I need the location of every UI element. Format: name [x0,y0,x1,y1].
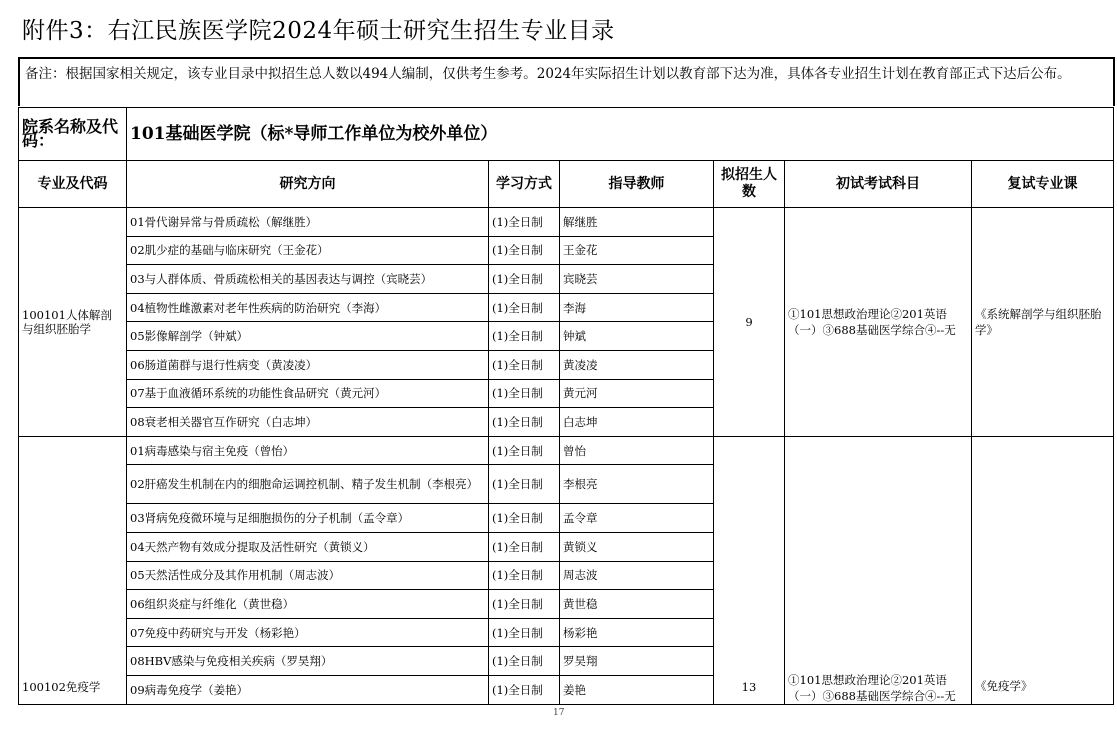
study-mode: (1)全日制 [489,322,560,351]
advisor-name: 李根亮 [560,465,714,504]
header-retest: 复试专业课 [972,161,1114,208]
major-name: 100102免疫学 [19,436,127,704]
study-mode: (1)全日制 [489,379,560,408]
page-title: 附件3：右江民族医学院2024年硕士研究生招生专业目录 [22,18,615,44]
study-mode: (1)全日制 [489,504,560,533]
research-direction: 03与人群体质、骨质疏松相关的基因表达与调控（宾晓芸） [127,265,489,294]
study-mode: (1)全日制 [489,561,560,590]
research-direction: 04植物性雌激素对老年性疾病的防治研究（李海） [127,293,489,322]
header-advisor: 指导教师 [560,161,714,208]
research-direction: 04天然产物有效成分提取及活性研究（黄锁义） [127,532,489,561]
advisor-name: 孟令章 [560,504,714,533]
research-direction: 02肌少症的基础与临床研究（王金花） [127,236,489,265]
study-mode: (1)全日制 [489,236,560,265]
advisor-name: 李海 [560,293,714,322]
department-label: 院系名称及代码： [19,108,127,161]
table-row [19,436,1114,465]
research-direction: 07免疫中药研究与开发（杨彩艳） [127,618,489,647]
program-catalog-table [18,107,1114,705]
study-mode: (1)全日制 [489,590,560,619]
advisor-name: 王金花 [560,236,714,265]
research-direction: 05影像解剖学（钟斌） [127,322,489,351]
research-direction: 07基于血液循环系统的功能性食品研究（黄元河） [127,379,489,408]
research-direction: 08衰老相关器官互作研究（白志坤） [127,408,489,437]
table-row [19,208,1114,237]
quota-value: 9 [714,208,785,437]
quota-value: 13 [714,436,785,704]
research-direction: 09病毒免疫学（姜艳） [127,675,489,704]
study-mode: (1)全日制 [489,293,560,322]
study-mode: (1)全日制 [489,618,560,647]
advisor-name: 曾怡 [560,436,714,465]
research-direction: 01病毒感染与宿主免疫（曾怡） [127,436,489,465]
study-mode: (1)全日制 [489,647,560,676]
advisor-name: 宾晓芸 [560,265,714,294]
study-mode: (1)全日制 [489,436,560,465]
header-quota: 拟招生人数 [714,161,785,208]
study-mode: (1)全日制 [489,675,560,704]
header-major: 专业及代码 [19,161,127,208]
research-direction: 06组织炎症与纤维化（黄世稳） [127,590,489,619]
research-direction: 02肝癌发生机制在内的细胞命运调控机制、精子发生机制（李根亮） [127,465,489,504]
advisor-name: 黄锁义 [560,532,714,561]
study-mode: (1)全日制 [489,350,560,379]
header-mode: 学习方式 [489,161,560,208]
advisor-name: 钟斌 [560,322,714,351]
research-direction: 08HBV感染与免疫相关疾病（罗昊翔） [127,647,489,676]
study-mode: (1)全日制 [489,265,560,294]
advisor-name: 罗昊翔 [560,647,714,676]
advisor-name: 黄凌凌 [560,350,714,379]
advisor-name: 杨彩艳 [560,618,714,647]
exam-subjects: ①101思想政治理论②201英语（一）③688基础医学综合④--无 [785,436,972,704]
retest-course: 《免疫学》 [972,436,1114,704]
header-exam: 初试考试科目 [785,161,972,208]
research-direction: 01骨代谢异常与骨质疏松（解继胜） [127,208,489,237]
department-name: 101基础医学院（标*导师工作单位为校外单位） [127,108,1114,161]
research-direction: 03肾病免疫微环境与足细胞损伤的分子机制（孟令章） [127,504,489,533]
research-direction: 05天然活性成分及其作用机制（周志波） [127,561,489,590]
retest-course: 《系统解剖学与组织胚胎学》 [972,208,1114,437]
page-number: 17 [553,708,565,718]
advisor-name: 黄元河 [560,379,714,408]
advisor-name: 白志坤 [560,408,714,437]
advisor-name: 姜艳 [560,675,714,704]
remark-note: 备注：根据国家相关规定，该专业目录中拟招生总人数以494人编制，仅供考生参考。2024年实际招生计划以教育部下达为准，具体各专业招生计划在教育部正式下达后公布。 [18,59,1115,106]
advisor-name: 黄世稳 [560,590,714,619]
major-name: 100101人体解剖与组织胚胎学 [19,208,127,437]
study-mode: (1)全日制 [489,208,560,237]
study-mode: (1)全日制 [489,465,560,504]
study-mode: (1)全日制 [489,532,560,561]
advisor-name: 周志波 [560,561,714,590]
header-row [19,161,1114,208]
advisor-name: 解继胜 [560,208,714,237]
header-direction: 研究方向 [127,161,489,208]
department-row [19,108,1114,161]
exam-subjects: ①101思想政治理论②201英语（一）③688基础医学综合④--无 [785,208,972,437]
research-direction: 06肠道菌群与退行性病变（黄凌凌） [127,350,489,379]
study-mode: (1)全日制 [489,408,560,437]
